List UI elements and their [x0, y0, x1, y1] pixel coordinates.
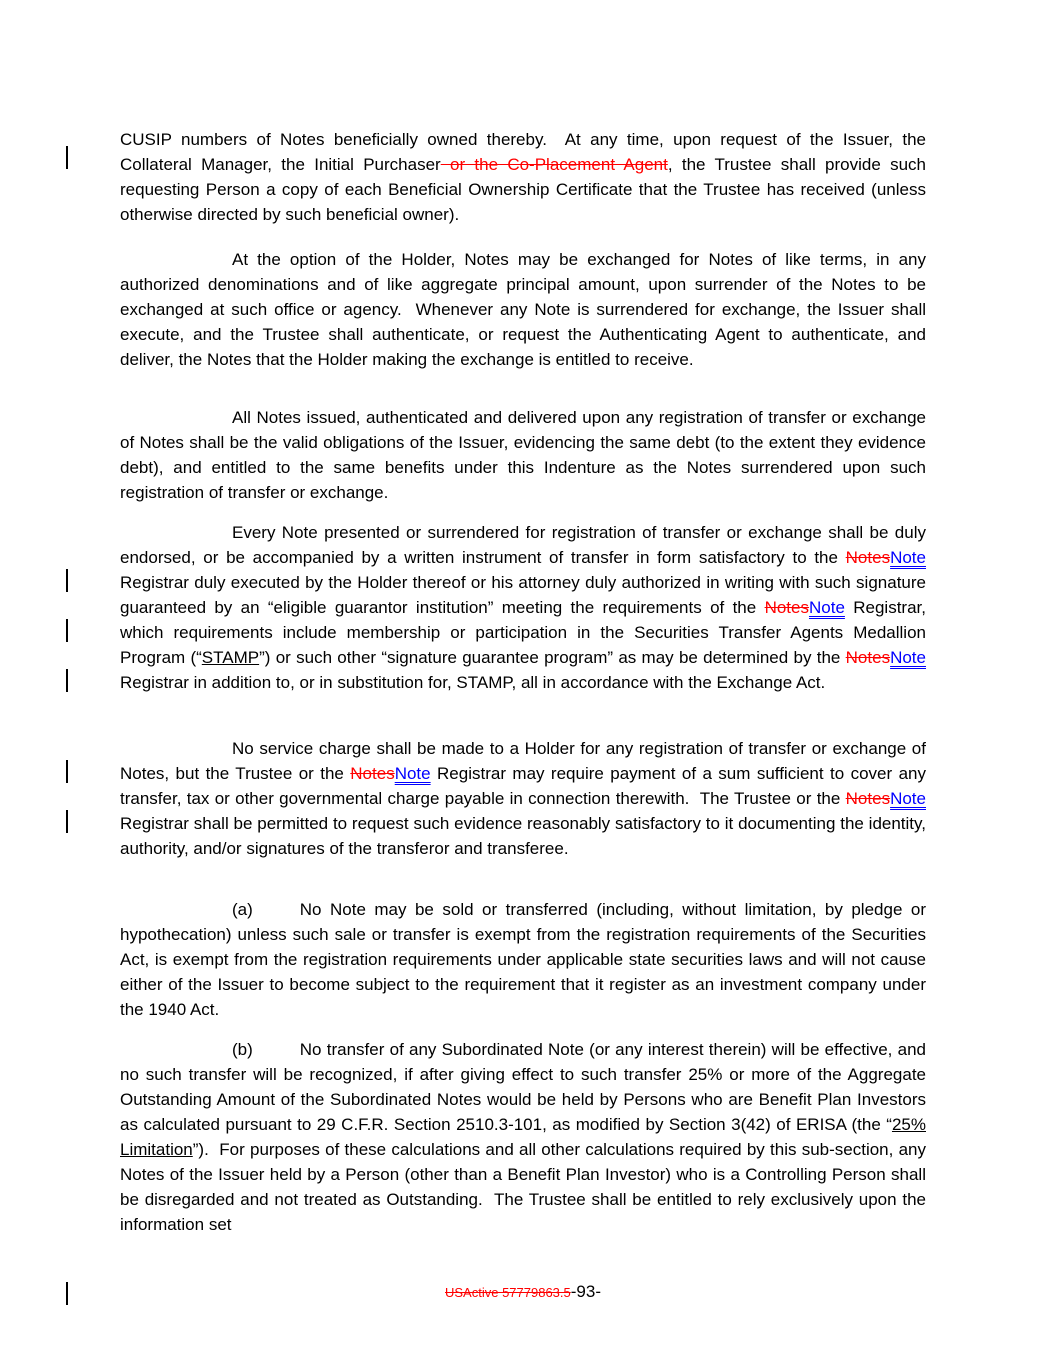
deleted-text: Notes: [845, 548, 891, 567]
text-segment: (a): [232, 900, 253, 919]
text-segment: Every Note presented or surrendered for registration of transfer or exchange shall be duly endorsed, or be accompanied by a written instrument of transfer in form satisfactory to the: [120, 523, 926, 567]
inserted-text: Note: [394, 764, 431, 783]
text-segment: ”) or such other “signature guarantee program” as may be determined by the: [259, 648, 846, 667]
paragraph-exchange-option: [120, 247, 926, 372]
text-segment: Registrar, which requirements include membership or participation in the Securities Transfer Agents Medallion Program (“: [120, 598, 926, 667]
change-bar: [66, 669, 68, 692]
text-segment: Registrar shall be permitted to request such evidence reasonably satisfactory to it documenting the identity, authority, and/or signatures of the transferor and transferee.: [120, 814, 926, 858]
page-footer: [120, 1281, 926, 1304]
change-bar: [66, 760, 68, 783]
deleted-text: Notes: [845, 789, 891, 808]
text-segment: All Notes issued, authenticated and delivered upon any registration of transfer or exchange of Notes shall be the valid obligations of the Issuer, evidencing the same debt (to the extent they evidence debt), and entitled to the same benefits under this Indenture as the Notes surrendered upon such registration of transfer or exchange.: [120, 408, 926, 502]
change-bar: [66, 810, 68, 833]
deleted-text: or the Co-Placement Agent: [440, 155, 668, 174]
text-segment: No transfer of any Subordinated Note (or any interest therein) will be effective, and no such transfer will be recognized, if after giving effect to such transfer 25% or more of the Aggregate Outstanding Amount of the Subordinated Notes would be held by Persons who are Benefit Plan Investors as calculated pursuant to 29 C.F.R. Section 2510.3-101, as modified by Section 3(42) of ERISA (the “: [120, 1040, 926, 1134]
change-bar: [66, 146, 68, 169]
deleted-text: Notes: [764, 598, 809, 617]
inserted-text: Note: [890, 789, 926, 808]
text-segment: At the option of the Holder, Notes may be exchanged for Notes of like terms, in any authorized denominations and of like aggregate principal amount, upon surrender of the Notes to be exchanged at such office or agency. Whenever any Note is surrendered for exchange, the Issuer shall execute, and the Trustee shall authenticate, or request the Authenticating Agent to authenticate, and deliver, the Notes that the Holder making the exchange is entitled to receive.: [120, 250, 926, 369]
deleted-text: Notes: [350, 764, 395, 783]
text-segment: , the Trustee shall provide such requesting Person a copy of each Beneficial Ownership Certificate that the Trustee has received (unless otherwise directed by such beneficial owner).: [120, 155, 926, 224]
text-segment: Registrar may require payment of a sum sufficient to cover any transfer, tax or other governmental charge payable in connection therewith. The Trustee or the: [120, 764, 926, 808]
change-bar: [66, 569, 68, 592]
inserted-text: Note: [890, 648, 926, 667]
text-segment: (b): [232, 1040, 253, 1059]
footer-page-number: -93-: [570, 1282, 601, 1301]
text-segment: Registrar in addition to, or in substitution for, STAMP, all in accordance with the Exchange Act.: [120, 673, 826, 692]
paragraph-b-erisa-limitation: [120, 1037, 926, 1237]
paragraph-endorsement-stamp: [120, 520, 926, 695]
deleted-text: Notes: [845, 648, 891, 667]
change-bar: [66, 619, 68, 642]
paragraph-service-charge: [120, 736, 926, 861]
paragraph-cusip-continuation: [120, 127, 926, 227]
text-segment: ”). For purposes of these calculations and all other calculations required by this sub-section, any Notes of the Issuer held by a Person (other than a Benefit Plan Investor) who is a Controlling Person shall be disregarded and not treated as Outstanding. The Trustee shall be entitled to rely exclusively upon the information set: [120, 1140, 926, 1234]
text-segment: CUSIP numbers of Notes beneficially owned thereby. At any time, upon request of the Issuer, the Collateral Manager, the Initial Purchaser: [120, 130, 926, 174]
change-bar: [66, 1282, 68, 1305]
text-segment: No Note may be sold or transferred (including, without limitation, by pledge or hypothecation) unless such sale or transfer is exempt from the registration requirements of the Securities Act, is exempt from the registration requirements under applicable state securities laws and will not cause either of the Issuer to become subject to the requirement that it register as an investment company under the 1940 Act.: [120, 900, 926, 1019]
underlined-term: 25% Limitation: [120, 1115, 926, 1159]
inserted-text: Note: [890, 548, 926, 567]
text-segment: No service charge shall be made to a Holder for any registration of transfer or exchange of Notes, but the Trustee or the: [120, 739, 926, 783]
footer-file-reference: USActive 57779863.5: [445, 1285, 571, 1300]
underlined-term: STAMP: [201, 648, 260, 667]
paragraph-valid-obligations: [120, 405, 926, 505]
text-segment: Registrar duly executed by the Holder thereof or his attorney duly authorized in writing with such signature guaranteed by an “eligible guarantor institution” meeting the requirements of the: [120, 573, 926, 617]
inserted-text: Note: [808, 598, 845, 617]
paragraph-a-transfer-restrictions: [120, 897, 926, 1022]
